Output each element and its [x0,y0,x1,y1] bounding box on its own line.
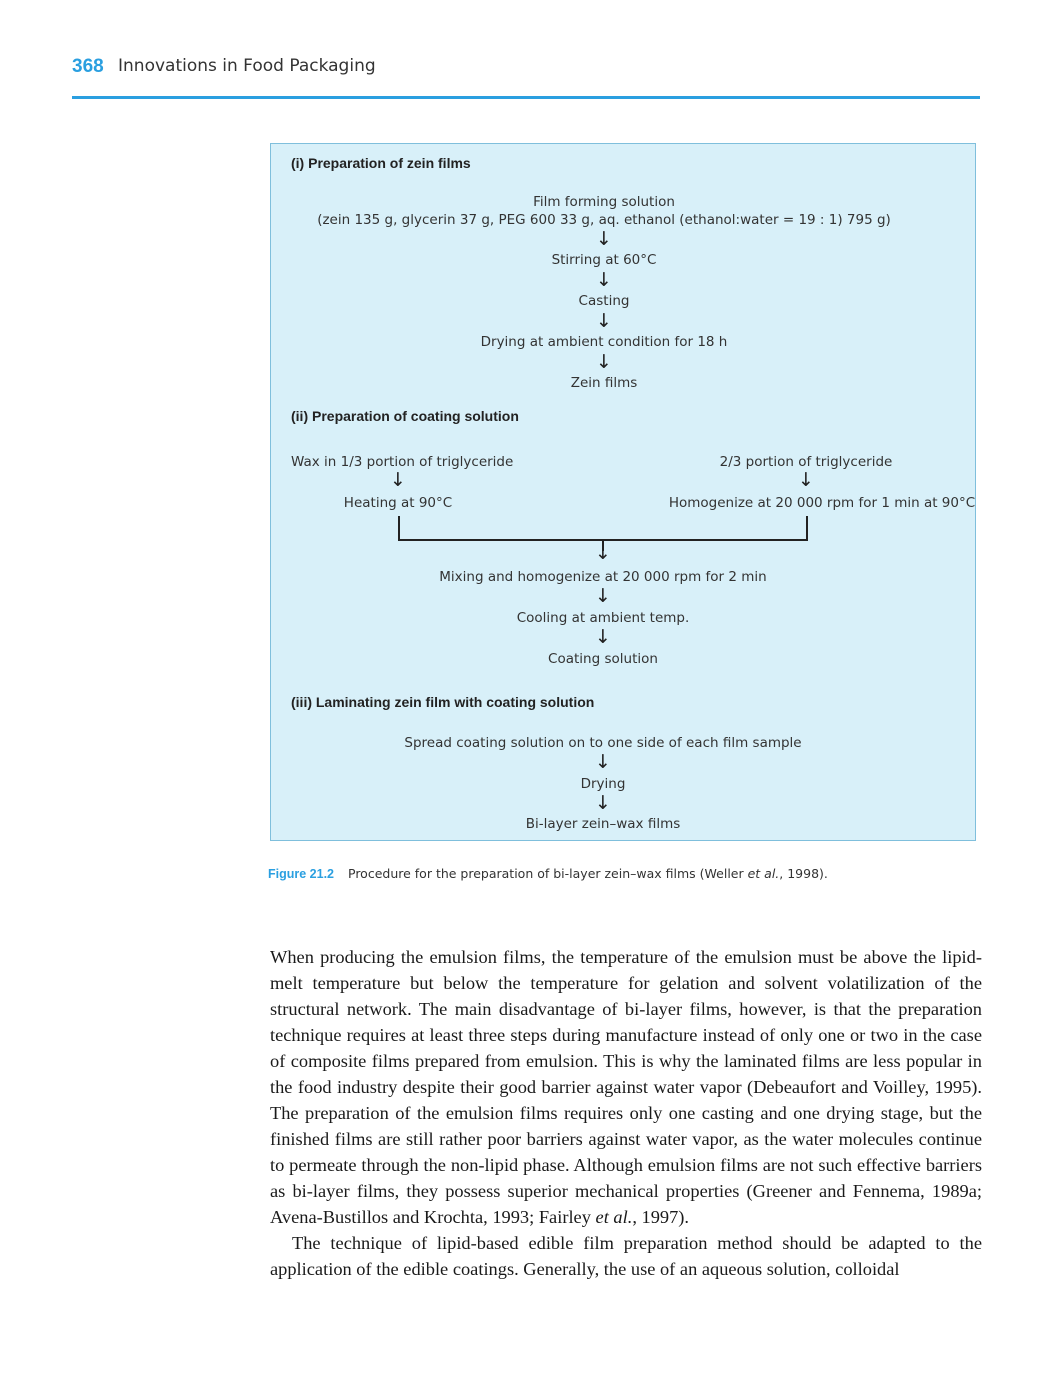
down-arrow-icon: ↓ [596,310,612,332]
caption-text-end: , 1998). [779,866,828,881]
flowchart-figure [270,143,976,841]
s3-bilayer-films: Bi-layer zein–wax films [525,816,681,832]
down-arrow-icon: ↓ [595,792,611,814]
paragraph-2: The technique of lipid-based edible film preparation method should be adapted to the application of the edible coatings. Generally, the use of an aqueous solution, colloidal [270,1233,982,1279]
merge-line-left [398,516,400,540]
down-arrow-icon: ↓ [798,469,814,491]
caption-text: Procedure for the preparation of bi-layer zein–wax films (Weller [348,866,748,881]
paragraph-1 [270,944,982,1230]
figure-label: Figure 21.2 [268,867,334,881]
down-arrow-icon: ↓ [595,585,611,607]
down-arrow-icon: ↓ [595,751,611,773]
down-arrow-icon: ↓ [596,269,612,291]
running-title: Innovations in Food Packaging [118,56,376,76]
down-arrow-icon: ↓ [595,626,611,648]
caption-italic: et al. [747,866,780,881]
s2-coating-solution: Coating solution [548,651,658,667]
s2-cooling-step: Cooling at ambient temp. [516,610,690,626]
page-header [72,52,980,100]
s1-casting-step: Casting [578,293,630,309]
section3-heading: (iii) Laminating zein film with coating solution [291,694,595,710]
s3-spread-step: Spread coating solution on to one side of each film sample [404,735,802,751]
section2-heading: (ii) Preparation of coating solution [291,408,519,424]
paragraph-1-italic: et al. [595,1207,633,1227]
body-text [270,944,982,1282]
s2-heating-step: Heating at 90°C [343,495,453,511]
merge-line-right [806,516,808,540]
paragraph-1-text: When producing the emulsion films, the temperature of the emulsion must be above the lipid-melt temperature but below the temperature for gelation and solvent volatilization of the structural network. The main disadvantage of bi-layer films, however, is that the preparation technique requires at least three steps during manufacture instead of only one or two in the case of composite films prepared from emulsion. This is why the laminated films are less popular in the food industry despite their good barrier against water vapor (Debeaufort and Voilley, 1995). The preparation of the emulsion films requires only one casting and one drying stage, but the finished films are still rather poor barriers against water vapor, as the water molecules continue to permeate through the non-lipid phase. Although emulsion films are not such effective barriers as bi-layer films, they possess superior mechanical properties (Greener and Fennema, 1989a; Avena-Bustillos and Krochta, 1993; Fairley [270,947,982,1227]
page-number: 368 [72,56,104,77]
s3-drying-step: Drying [580,776,626,792]
s1-film-forming-solution: Film forming solution [533,194,675,210]
s1-drying-step: Drying at ambient condition for 18 h [480,334,728,350]
down-arrow-icon: ↓ [596,228,612,250]
figure-caption [268,866,988,881]
s2-triglyceride-step: 2/3 portion of triglyceride [719,454,893,470]
s2-mixing-step: Mixing and homogenize at 20 000 rpm for 2 min [439,569,767,585]
s1-solution-composition: (zein 135 g, glycerin 37 g, PEG 600 33 g, aq. ethanol (ethanol:water = 19 : 1) 795 g) [317,212,891,228]
section1-heading: (i) Preparation of zein films [291,155,471,171]
s1-zein-films: Zein films [570,375,638,391]
s2-homogenize-step: Homogenize at 20 000 rpm for 1 min at 90°C [668,495,976,511]
paragraph-1-end: , 1997). [632,1207,690,1227]
header-rule [72,96,980,99]
down-arrow-icon: ↓ [390,469,406,491]
s1-stirring-step: Stirring at 60°C [551,252,657,268]
down-arrow-icon: ↓ [596,351,612,373]
down-arrow-icon: ↓ [595,542,611,564]
s2-wax-step: Wax in 1/3 portion of triglyceride [291,454,514,470]
